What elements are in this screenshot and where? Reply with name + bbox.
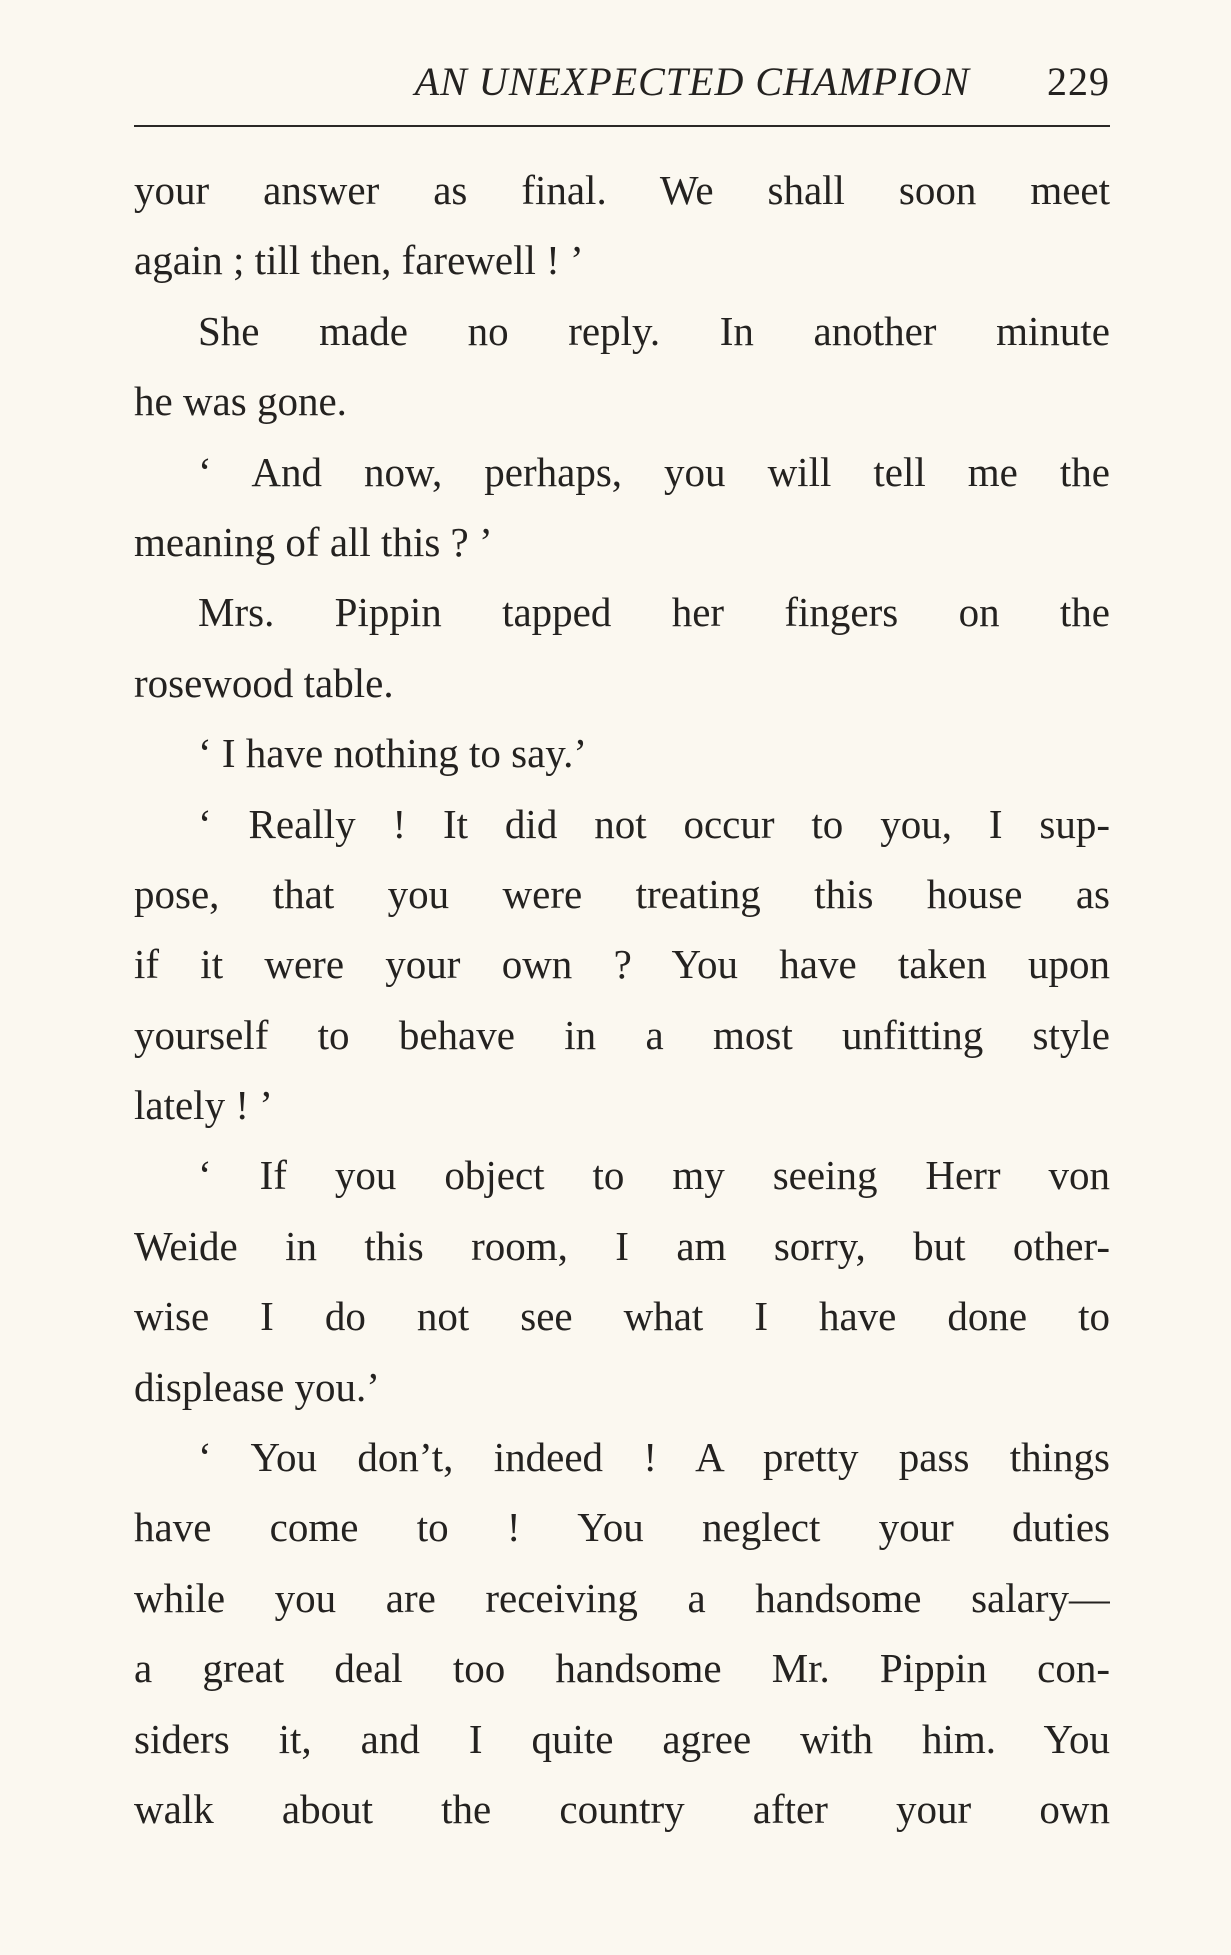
text-line: if it were your own ? You have taken upon [134,941,1110,988]
text-line: wise I do not see what I have done to [134,1293,1110,1340]
text-line: ‘ You don’t, indeed ! A pretty pass things [198,1434,1110,1481]
text-line: ‘ If you object to my seeing Herr von [198,1152,1110,1199]
text-line: yourself to behave in a most unfitting style [134,1011,1110,1058]
text-line: ‘ I have nothing to say.’ [198,730,588,777]
text-line: pose, that you were treating this house as [134,870,1110,917]
body-text [134,155,1110,1844]
text-line: rosewood table. [134,659,394,706]
header-rule [134,125,1110,127]
text-line: lately ! ’ [134,1082,273,1129]
text-line: Weide in this room, I am sorry, but other- [134,1222,1110,1269]
text-line: ‘ And now, perhaps, you will tell me the [198,448,1110,495]
text-line: siders it, and I quite agree with him. You [134,1715,1110,1762]
text-line: ‘ Really ! It did not occur to you, I sup- [198,800,1110,847]
text-line: walk about the country after your own [134,1785,1110,1832]
running-title: AN UNEXPECTED CHAMPION [414,59,970,104]
text-line: displease you.’ [134,1363,380,1410]
text-line: a great deal too handsome Mr. Pippin con- [134,1645,1110,1692]
page-number: 229 [1047,59,1110,104]
text-line: Mrs. Pippin tapped her fingers on the [198,589,1110,636]
text-line: meaning of all this ? ’ [134,518,493,565]
text-line: She made no reply. In another minute [198,307,1110,354]
text-line: have come to ! You neglect your duties [134,1504,1110,1551]
running-head [134,52,1110,112]
text-line: he was gone. [134,378,347,425]
text-line: your answer as final. We shall soon meet [134,167,1110,213]
text-line: again ; till then, farewell ! ’ [134,237,584,284]
text-line: while you are receiving a handsome salary— [134,1574,1110,1621]
